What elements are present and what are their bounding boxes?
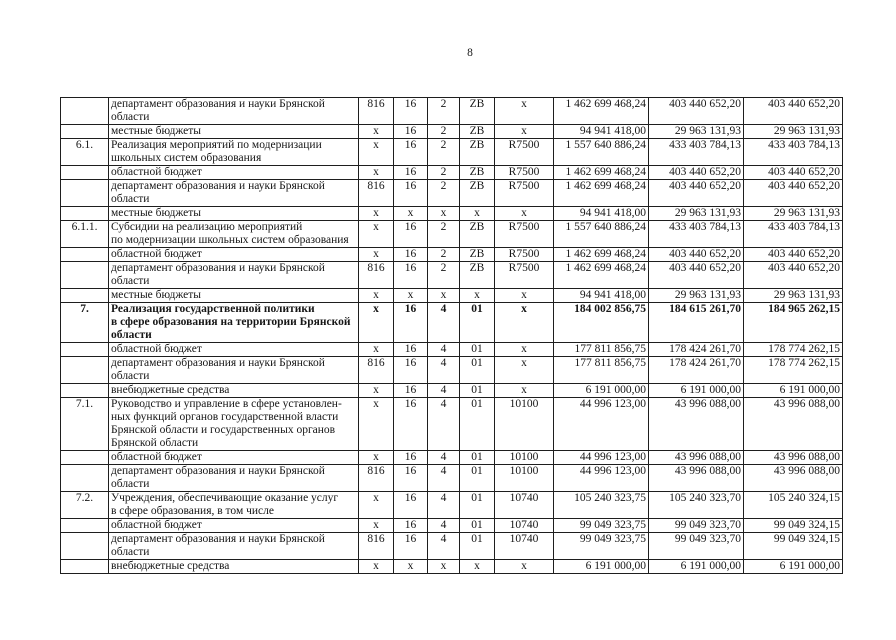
amount-3-cell: 403 440 652,20	[744, 166, 843, 180]
amount-2-cell: 433 403 784,13	[649, 139, 744, 166]
direction-code-cell: R7500	[495, 139, 554, 166]
amount-3-cell: 6 191 000,00	[744, 560, 843, 574]
row-number-cell	[61, 451, 109, 465]
table-row	[61, 166, 843, 180]
item-name-cell: департамент образования и науки Брянской области	[109, 262, 359, 289]
amount-2-cell: 403 440 652,20	[649, 166, 744, 180]
subsection-code-cell: 4	[428, 451, 460, 465]
row-number-cell	[61, 125, 109, 139]
administrator-code-cell: x	[359, 519, 394, 533]
item-name-cell: местные бюджеты	[109, 125, 359, 139]
subsection-code-cell: 4	[428, 343, 460, 357]
table-row	[61, 357, 843, 384]
administrator-code-cell: 816	[359, 533, 394, 560]
amount-3-cell: 43 996 088,00	[744, 451, 843, 465]
subsection-code-cell: 4	[428, 465, 460, 492]
section-code-cell: 16	[394, 492, 428, 519]
item-name-cell: Учреждения, обеспечивающие оказание услуг в сфере образования, в том числе	[109, 492, 359, 519]
program-code-cell: 01	[460, 492, 495, 519]
direction-code-cell: x	[495, 303, 554, 343]
item-name-cell: Реализация мероприятий по модернизации школьных систем образования	[109, 139, 359, 166]
row-number-cell	[61, 465, 109, 492]
program-code-cell: 01	[460, 533, 495, 560]
item-name-cell: местные бюджеты	[109, 289, 359, 303]
budget-table-body	[61, 98, 843, 574]
direction-code-cell: R7500	[495, 248, 554, 262]
amount-2-cell: 184 615 261,70	[649, 303, 744, 343]
section-code-cell: 16	[394, 139, 428, 166]
amount-3-cell: 178 774 262,15	[744, 343, 843, 357]
section-code-cell: 16	[394, 519, 428, 533]
program-code-cell: ZB	[460, 125, 495, 139]
amount-1-cell: 1 462 699 468,24	[554, 248, 649, 262]
administrator-code-cell: x	[359, 289, 394, 303]
administrator-code-cell: x	[359, 248, 394, 262]
direction-code-cell: x	[495, 384, 554, 398]
item-name-cell: областной бюджет	[109, 519, 359, 533]
amount-2-cell: 178 424 261,70	[649, 357, 744, 384]
direction-code-cell: x	[495, 560, 554, 574]
item-name-cell: департамент образования и науки Брянской области	[109, 357, 359, 384]
subsection-code-cell: 4	[428, 398, 460, 451]
row-number-cell: 7.1.	[61, 398, 109, 451]
program-code-cell: 01	[460, 384, 495, 398]
amount-2-cell: 99 049 323,70	[649, 533, 744, 560]
subsection-code-cell: x	[428, 289, 460, 303]
amount-2-cell: 29 963 131,93	[649, 289, 744, 303]
direction-code-cell: 10740	[495, 533, 554, 560]
table-row	[61, 533, 843, 560]
program-code-cell: ZB	[460, 180, 495, 207]
program-code-cell: ZB	[460, 221, 495, 248]
amount-1-cell: 44 996 123,00	[554, 465, 649, 492]
subsection-code-cell: 2	[428, 262, 460, 289]
direction-code-cell: 10740	[495, 492, 554, 519]
page-number: 8	[467, 47, 473, 59]
section-code-cell: 16	[394, 221, 428, 248]
subsection-code-cell: 4	[428, 519, 460, 533]
program-code-cell: x	[460, 289, 495, 303]
subsection-code-cell: x	[428, 207, 460, 221]
item-name-cell: областной бюджет	[109, 166, 359, 180]
subsection-code-cell: 2	[428, 180, 460, 207]
amount-2-cell: 403 440 652,20	[649, 180, 744, 207]
table-row	[61, 180, 843, 207]
amount-1-cell: 6 191 000,00	[554, 560, 649, 574]
amount-1-cell: 94 941 418,00	[554, 207, 649, 221]
section-code-cell: 16	[394, 262, 428, 289]
item-name-cell: Руководство и управление в сфере установлен- ных функций органов государственной власти Брянской области и государственных органов Брянской области	[109, 398, 359, 451]
amount-3-cell: 184 965 262,15	[744, 303, 843, 343]
administrator-code-cell: x	[359, 221, 394, 248]
amount-1-cell: 1 462 699 468,24	[554, 166, 649, 180]
amount-2-cell: 43 996 088,00	[649, 465, 744, 492]
administrator-code-cell: x	[359, 303, 394, 343]
section-code-cell: 16	[394, 533, 428, 560]
subsection-code-cell: 2	[428, 98, 460, 125]
direction-code-cell: x	[495, 98, 554, 125]
program-code-cell: ZB	[460, 139, 495, 166]
amount-3-cell: 43 996 088,00	[744, 398, 843, 451]
table-row	[61, 262, 843, 289]
amount-1-cell: 99 049 323,75	[554, 533, 649, 560]
administrator-code-cell: x	[359, 398, 394, 451]
table-row	[61, 139, 843, 166]
section-code-cell: 16	[394, 384, 428, 398]
row-number-cell	[61, 533, 109, 560]
program-code-cell: x	[460, 207, 495, 221]
amount-2-cell: 403 440 652,20	[649, 248, 744, 262]
subsection-code-cell: x	[428, 560, 460, 574]
administrator-code-cell: 816	[359, 180, 394, 207]
amount-3-cell: 43 996 088,00	[744, 465, 843, 492]
administrator-code-cell: x	[359, 492, 394, 519]
program-code-cell: ZB	[460, 166, 495, 180]
subsection-code-cell: 2	[428, 221, 460, 248]
amount-3-cell: 433 403 784,13	[744, 221, 843, 248]
amount-1-cell: 1 462 699 468,24	[554, 98, 649, 125]
subsection-code-cell: 4	[428, 303, 460, 343]
amount-1-cell: 99 049 323,75	[554, 519, 649, 533]
amount-3-cell: 99 049 324,15	[744, 533, 843, 560]
section-code-cell: 16	[394, 180, 428, 207]
administrator-code-cell: 816	[359, 262, 394, 289]
direction-code-cell: x	[495, 343, 554, 357]
amount-3-cell: 178 774 262,15	[744, 357, 843, 384]
direction-code-cell: x	[495, 357, 554, 384]
section-code-cell: 16	[394, 398, 428, 451]
item-name-cell: внебюджетные средства	[109, 384, 359, 398]
row-number-cell	[61, 207, 109, 221]
table-row	[61, 221, 843, 248]
section-code-cell: 16	[394, 248, 428, 262]
administrator-code-cell: x	[359, 384, 394, 398]
item-name-cell: областной бюджет	[109, 451, 359, 465]
program-code-cell: 01	[460, 519, 495, 533]
item-name-cell: областной бюджет	[109, 343, 359, 357]
amount-1-cell: 177 811 856,75	[554, 343, 649, 357]
amount-1-cell: 6 191 000,00	[554, 384, 649, 398]
program-code-cell: 01	[460, 451, 495, 465]
administrator-code-cell: x	[359, 207, 394, 221]
row-number-cell	[61, 384, 109, 398]
administrator-code-cell: x	[359, 560, 394, 574]
amount-3-cell: 403 440 652,20	[744, 248, 843, 262]
table-row	[61, 384, 843, 398]
section-code-cell: 16	[394, 343, 428, 357]
subsection-code-cell: 4	[428, 357, 460, 384]
row-number-cell	[61, 289, 109, 303]
amount-1-cell: 44 996 123,00	[554, 451, 649, 465]
amount-1-cell: 1 557 640 886,24	[554, 221, 649, 248]
table-row	[61, 98, 843, 125]
table-row	[61, 248, 843, 262]
table-row	[61, 343, 843, 357]
item-name-cell: Субсидии на реализацию мероприятий по модернизации школьных систем образования	[109, 221, 359, 248]
table-row	[61, 125, 843, 139]
item-name-cell: внебюджетные средства	[109, 560, 359, 574]
administrator-code-cell: 816	[359, 465, 394, 492]
amount-3-cell: 29 963 131,93	[744, 125, 843, 139]
subsection-code-cell: 2	[428, 125, 460, 139]
program-code-cell: ZB	[460, 98, 495, 125]
amount-1-cell: 105 240 323,75	[554, 492, 649, 519]
amount-2-cell: 433 403 784,13	[649, 221, 744, 248]
row-number-cell	[61, 166, 109, 180]
section-code-cell: 16	[394, 303, 428, 343]
item-name-cell: местные бюджеты	[109, 207, 359, 221]
amount-1-cell: 1 557 640 886,24	[554, 139, 649, 166]
table-row	[61, 519, 843, 533]
amount-1-cell: 1 462 699 468,24	[554, 180, 649, 207]
amount-1-cell: 1 462 699 468,24	[554, 262, 649, 289]
amount-2-cell: 29 963 131,93	[649, 207, 744, 221]
item-name-cell: департамент образования и науки Брянской области	[109, 533, 359, 560]
subsection-code-cell: 2	[428, 248, 460, 262]
amount-1-cell: 94 941 418,00	[554, 125, 649, 139]
amount-3-cell: 99 049 324,15	[744, 519, 843, 533]
section-code-cell: 16	[394, 357, 428, 384]
subsection-code-cell: 2	[428, 139, 460, 166]
row-number-cell: 7.	[61, 303, 109, 343]
amount-1-cell: 184 002 856,75	[554, 303, 649, 343]
amount-2-cell: 29 963 131,93	[649, 125, 744, 139]
program-code-cell: ZB	[460, 248, 495, 262]
amount-2-cell: 99 049 323,70	[649, 519, 744, 533]
amount-3-cell: 6 191 000,00	[744, 384, 843, 398]
subsection-code-cell: 4	[428, 533, 460, 560]
section-code-cell: 16	[394, 125, 428, 139]
section-code-cell: x	[394, 560, 428, 574]
amount-2-cell: 178 424 261,70	[649, 343, 744, 357]
item-name-cell: департамент образования и науки Брянской области	[109, 180, 359, 207]
amount-3-cell: 29 963 131,93	[744, 207, 843, 221]
row-number-cell	[61, 519, 109, 533]
administrator-code-cell: x	[359, 166, 394, 180]
subsection-code-cell: 4	[428, 492, 460, 519]
direction-code-cell: x	[495, 289, 554, 303]
amount-2-cell: 403 440 652,20	[649, 98, 744, 125]
direction-code-cell: x	[495, 207, 554, 221]
program-code-cell: 01	[460, 343, 495, 357]
amount-2-cell: 105 240 323,70	[649, 492, 744, 519]
amount-2-cell: 43 996 088,00	[649, 451, 744, 465]
row-number-cell	[61, 357, 109, 384]
amount-3-cell: 433 403 784,13	[744, 139, 843, 166]
row-number-cell	[61, 248, 109, 262]
section-code-cell: 16	[394, 465, 428, 492]
amount-1-cell: 177 811 856,75	[554, 357, 649, 384]
table-row	[61, 289, 843, 303]
item-name-cell: областной бюджет	[109, 248, 359, 262]
item-name-cell: департамент образования и науки Брянской области	[109, 465, 359, 492]
direction-code-cell: R7500	[495, 221, 554, 248]
direction-code-cell: R7500	[495, 180, 554, 207]
table-row	[61, 207, 843, 221]
program-code-cell: 01	[460, 398, 495, 451]
program-code-cell: x	[460, 560, 495, 574]
amount-3-cell: 403 440 652,20	[744, 98, 843, 125]
program-code-cell: 01	[460, 357, 495, 384]
amount-3-cell: 105 240 324,15	[744, 492, 843, 519]
row-number-cell	[61, 560, 109, 574]
amount-3-cell: 403 440 652,20	[744, 180, 843, 207]
administrator-code-cell: x	[359, 451, 394, 465]
item-name-cell: департамент образования и науки Брянской области	[109, 98, 359, 125]
row-number-cell: 7.2.	[61, 492, 109, 519]
table-row	[61, 560, 843, 574]
amount-1-cell: 94 941 418,00	[554, 289, 649, 303]
table-row	[61, 465, 843, 492]
table-row	[61, 303, 843, 343]
row-number-cell	[61, 180, 109, 207]
section-code-cell: 16	[394, 451, 428, 465]
administrator-code-cell: x	[359, 343, 394, 357]
row-number-cell	[61, 98, 109, 125]
direction-code-cell: 10100	[495, 451, 554, 465]
amount-2-cell: 6 191 000,00	[649, 560, 744, 574]
administrator-code-cell: 816	[359, 357, 394, 384]
amount-2-cell: 403 440 652,20	[649, 262, 744, 289]
program-code-cell: 01	[460, 303, 495, 343]
row-number-cell: 6.1.1.	[61, 221, 109, 248]
direction-code-cell: R7500	[495, 166, 554, 180]
table-row	[61, 398, 843, 451]
program-code-cell: ZB	[460, 262, 495, 289]
subsection-code-cell: 2	[428, 166, 460, 180]
administrator-code-cell: 816	[359, 98, 394, 125]
administrator-code-cell: x	[359, 139, 394, 166]
amount-2-cell: 43 996 088,00	[649, 398, 744, 451]
row-number-cell	[61, 343, 109, 357]
amount-3-cell: 29 963 131,93	[744, 289, 843, 303]
amount-2-cell: 6 191 000,00	[649, 384, 744, 398]
section-code-cell: x	[394, 207, 428, 221]
direction-code-cell: R7500	[495, 262, 554, 289]
administrator-code-cell: x	[359, 125, 394, 139]
subsection-code-cell: 4	[428, 384, 460, 398]
program-code-cell: 01	[460, 465, 495, 492]
table-row	[61, 492, 843, 519]
table-row	[61, 451, 843, 465]
row-number-cell: 6.1.	[61, 139, 109, 166]
amount-3-cell: 403 440 652,20	[744, 262, 843, 289]
direction-code-cell: 10740	[495, 519, 554, 533]
row-number-cell	[61, 262, 109, 289]
item-name-cell: Реализация государственной политики в сфере образования на территории Брянской области	[109, 303, 359, 343]
direction-code-cell: 10100	[495, 465, 554, 492]
amount-1-cell: 44 996 123,00	[554, 398, 649, 451]
section-code-cell: x	[394, 289, 428, 303]
direction-code-cell: x	[495, 125, 554, 139]
section-code-cell: 16	[394, 98, 428, 125]
section-code-cell: 16	[394, 166, 428, 180]
direction-code-cell: 10100	[495, 398, 554, 451]
budget-table	[60, 97, 843, 574]
